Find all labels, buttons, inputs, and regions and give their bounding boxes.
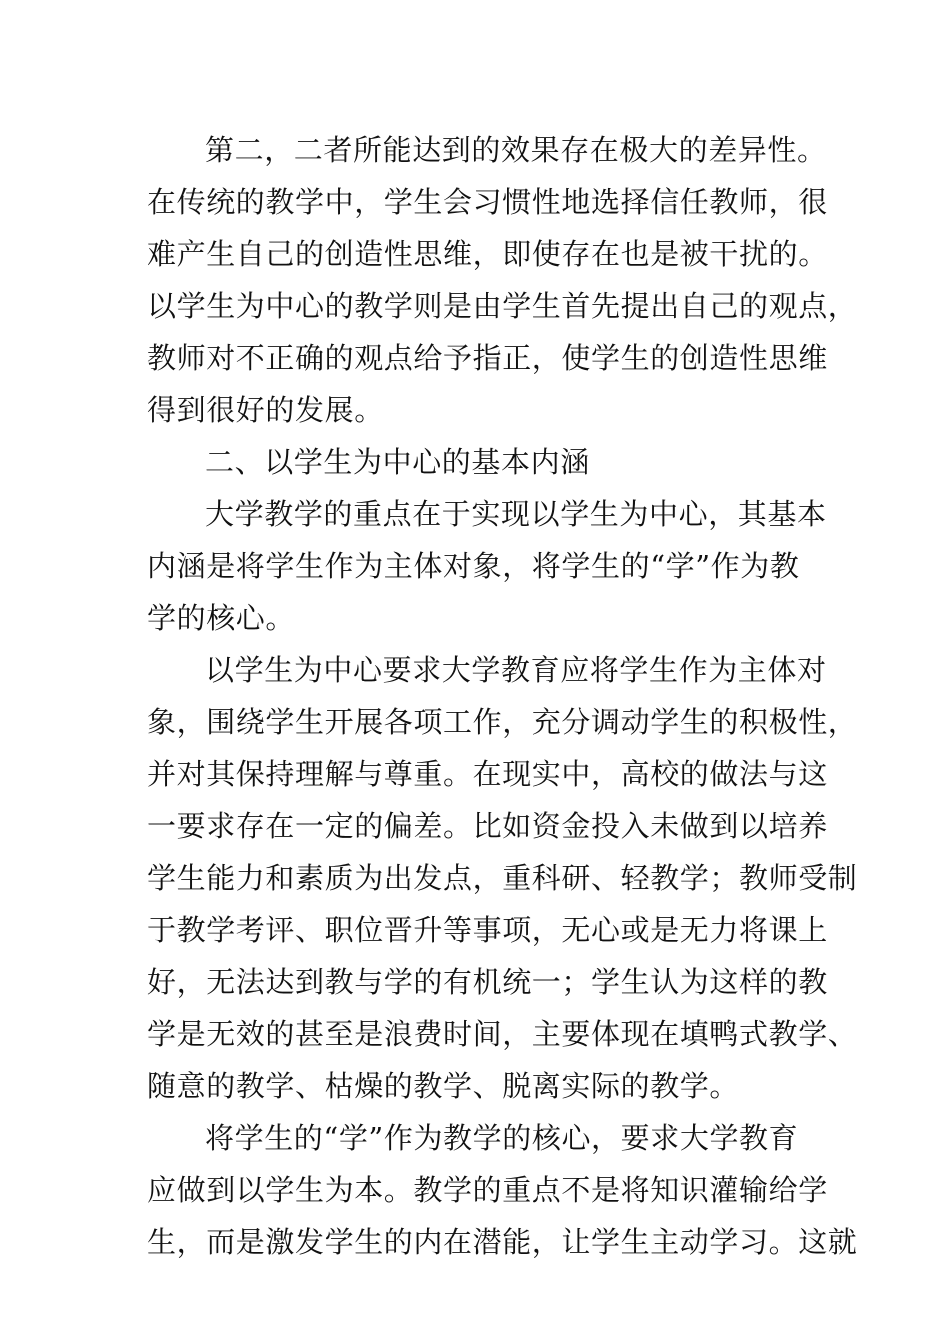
paragraph-line: 难产生自己的创造性思维，即使存在也是被干扰的。 (147, 237, 828, 271)
paragraph-line: 象，围绕学生开展各项工作，充分调动学生的积极性， (147, 705, 858, 739)
paragraph-line: 应做到以学生为本。教学的重点不是将知识灌输给学 (147, 1173, 828, 1207)
paragraph-line: 学生能力和素质为出发点，重科研、轻教学；教师受制 (147, 861, 858, 895)
paragraph-line: 学的核心。 (147, 601, 296, 635)
paragraph-line: 学是无效的甚至是浪费时间，主要体现在填鸭式教学、 (147, 1017, 858, 1051)
paragraph-line: 在传统的教学中，学生会习惯性地选择信任教师，很 (147, 185, 828, 219)
paragraph-line: 第二，二者所能达到的效果存在极大的差异性。 (205, 133, 827, 167)
paragraph-line: 以学生为中心要求大学教育应将学生作为主体对 (205, 653, 827, 687)
paragraph-line: 得到很好的发展。 (147, 393, 384, 427)
paragraph-line: 于教学考评、职位晋升等事项，无心或是无力将课上 (147, 913, 828, 947)
section-heading: 二、以学生为中心的基本内涵 (205, 445, 590, 479)
paragraph-line: 一要求存在一定的偏差。比如资金投入未做到以培养 (147, 809, 828, 843)
paragraph-line: 并对其保持理解与尊重。在现实中，高校的做法与这 (147, 757, 828, 791)
paragraph-line: 以学生为中心的教学则是由学生首先提出自己的观点， (147, 289, 858, 323)
paragraph-line: 教师对不正确的观点给予指正，使学生的创造性思维 (147, 341, 828, 375)
paragraph-line: 内涵是将学生作为主体对象，将学生的“学”作为教 (147, 549, 800, 583)
paragraph-line: 大学教学的重点在于实现以学生为中心，其基本 (205, 497, 827, 531)
paragraph-line: 生，而是激发学生的内在潜能，让学生主动学习。这就 (147, 1225, 858, 1259)
document-body (147, 124, 858, 1268)
paragraph-line: 随意的教学、枯燥的教学、脱离实际的教学。 (147, 1069, 740, 1103)
paragraph-line: 好，无法达到教与学的有机统一；学生认为这样的教 (147, 965, 828, 999)
paragraph-line: 将学生的“学”作为教学的核心，要求大学教育 (205, 1121, 799, 1155)
